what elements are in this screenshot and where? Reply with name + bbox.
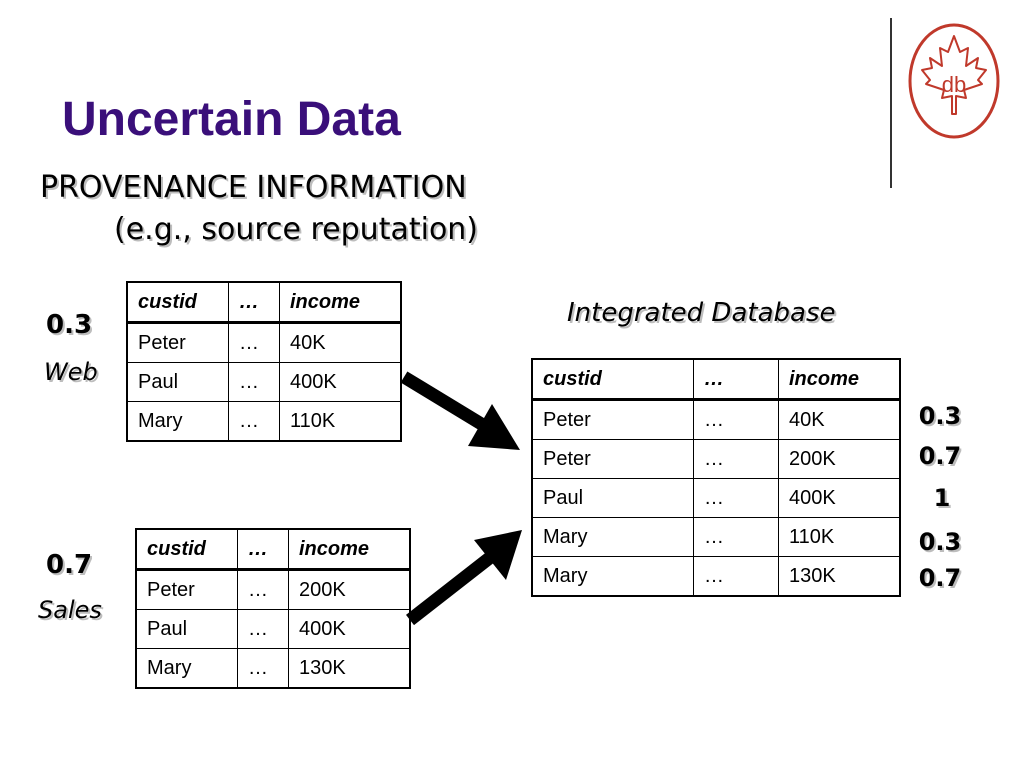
table-cell: 130K [289, 649, 411, 689]
column-header: custid [127, 282, 229, 323]
web-probability: 0.3 [46, 310, 93, 340]
table-cell: Paul [127, 363, 229, 402]
table-cell: 200K [779, 440, 901, 479]
table-cell: 400K [779, 479, 901, 518]
table-cell: Paul [532, 479, 694, 518]
table-cell: Mary [532, 518, 694, 557]
table-cell: … [694, 518, 779, 557]
table-cell: … [694, 440, 779, 479]
table-cell: … [229, 363, 280, 402]
table-cell: … [694, 400, 779, 440]
row-probability: 0.7 [918, 442, 962, 470]
table-cell: Peter [127, 323, 229, 363]
table-cell: … [238, 610, 289, 649]
column-header: custid [136, 529, 238, 570]
table-row [532, 400, 900, 440]
column-header: … [694, 359, 779, 400]
table-cell: 110K [779, 518, 901, 557]
table-cell: … [694, 479, 779, 518]
table-cell: 40K [280, 323, 402, 363]
table-cell: Peter [136, 570, 238, 610]
integrated-table [531, 358, 901, 597]
table-row [532, 440, 900, 479]
table-row [532, 479, 900, 518]
row-probability: 0.3 [918, 528, 962, 556]
table-cell: 400K [280, 363, 402, 402]
column-header: … [229, 282, 280, 323]
subtitle-line-1: PROVENANCE INFORMATION [40, 170, 467, 205]
sales-source-label: Sales [38, 596, 102, 624]
table-cell: Peter [532, 440, 694, 479]
table-cell: Paul [136, 610, 238, 649]
row-probability: 1 [933, 484, 951, 512]
table-cell: 200K [289, 570, 411, 610]
table-cell: … [238, 570, 289, 610]
table-cell: 400K [289, 610, 411, 649]
table-header-row [532, 359, 900, 400]
column-header: income [779, 359, 901, 400]
table-cell: Mary [136, 649, 238, 689]
column-header: income [289, 529, 411, 570]
slide-title: Uncertain Data [62, 93, 401, 146]
table-cell: … [694, 557, 779, 597]
table-cell: Mary [127, 402, 229, 442]
table-cell: … [238, 649, 289, 689]
web-source-label: Web [44, 358, 98, 386]
column-header: custid [532, 359, 694, 400]
column-header: income [280, 282, 402, 323]
table-row [532, 557, 900, 597]
arrow-web-to-integrated-icon [404, 377, 520, 450]
table-cell: 110K [280, 402, 402, 442]
subtitle-line-2: (e.g., source reputation) [114, 212, 479, 247]
table-cell: 40K [779, 400, 901, 440]
integrated-database-label: Integrated Database [567, 298, 836, 328]
row-probability: 0.3 [918, 402, 962, 430]
table-cell: … [229, 323, 280, 363]
row-probability: 0.7 [918, 564, 962, 592]
logo-text: db [941, 72, 967, 97]
column-header: … [238, 529, 289, 570]
table-cell: Peter [532, 400, 694, 440]
table-cell: 130K [779, 557, 901, 597]
table-cell: Mary [532, 557, 694, 597]
table-cell: … [229, 402, 280, 442]
sales-probability: 0.7 [46, 550, 93, 580]
arrow-sales-to-integrated-icon [410, 530, 522, 620]
table-row [532, 518, 900, 557]
